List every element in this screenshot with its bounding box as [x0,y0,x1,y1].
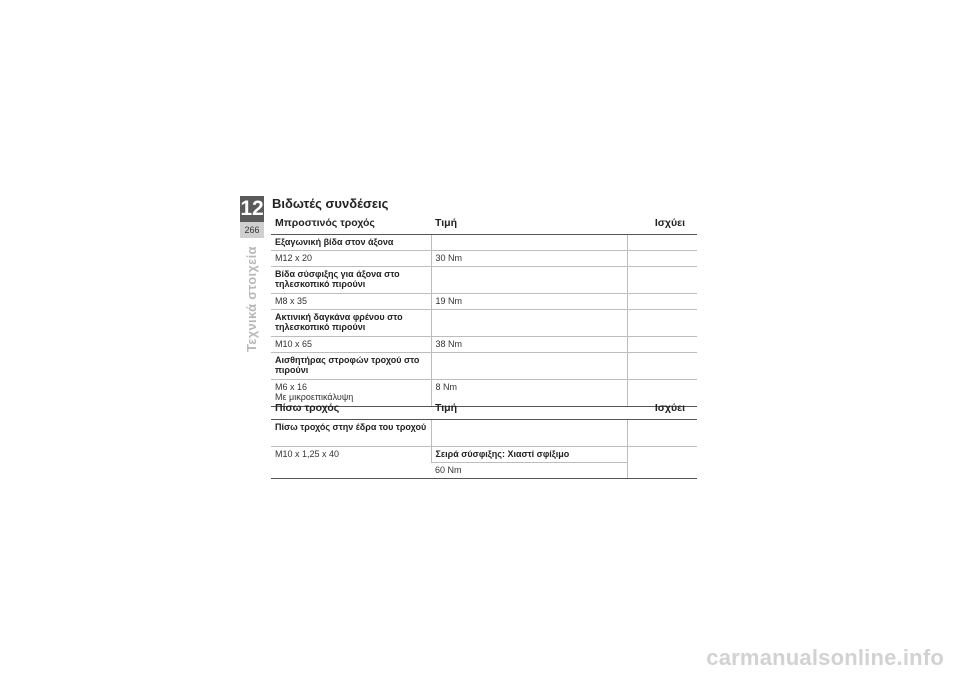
rear-wheel-table [271,397,697,479]
row-spec: M10 x 65 [271,337,431,353]
page-number: 266 [240,222,264,238]
row-spec: M10 x 1,25 x 40 [271,447,431,479]
rear-table-header [271,397,697,420]
header-applies: Ισχύει [627,397,697,420]
header-rear-wheel: Πίσω τροχός [271,397,431,420]
table-row [271,447,697,463]
header-front-wheel: Μπροστινός τροχός [271,212,431,235]
row-value: 8 Nm [431,380,627,407]
chapter-tab [240,196,264,238]
row-name: Ακτινική δαγκάνα φρένου στο τηλεσκοπικό πιρούνι [271,310,431,337]
table-row [271,294,697,310]
table-row [271,353,697,380]
row-value: 60 Nm [431,463,627,479]
front-wheel-table [271,212,697,407]
row-value: 30 Nm [431,251,627,267]
row-name: Αισθητήρας στροφών τροχού στο πιρούνι [271,353,431,380]
row-name: Βίδα σύσφιξης για άξονα στο τηλεσκοπικό πιρούνι [271,267,431,294]
table-row [271,310,697,337]
table-row [271,267,697,294]
table-row [271,235,697,251]
row-spec-note: Με μικροεπικάλυψη [275,392,354,402]
row-sequence: Σειρά σύσφιξης: Χιαστί σφίξιμο [431,447,627,463]
table-row [271,251,697,267]
front-table-header [271,212,697,235]
header-applies: Ισχύει [627,212,697,235]
row-value: 19 Nm [431,294,627,310]
watermark: carmanualsonline.info [706,645,944,670]
row-spec-thread: M6 x 16 [275,382,308,392]
chapter-title-vertical: Τεχνικά στοιχεία [244,246,259,352]
header-value: Τιμή [431,212,627,235]
row-spec: M12 x 20 [271,251,431,267]
table-row [271,420,697,447]
table-row [271,337,697,353]
row-name: Εξαγωνική βίδα στον άξονα [271,235,431,251]
header-value: Τιμή [431,397,627,420]
section-title: Βιδωτές συνδέσεις [272,196,389,211]
chapter-number: 12 [240,197,264,220]
row-value: 38 Nm [431,337,627,353]
row-spec: M8 x 35 [271,294,431,310]
row-name: Πίσω τροχός στην έδρα του τροχού [271,420,431,447]
